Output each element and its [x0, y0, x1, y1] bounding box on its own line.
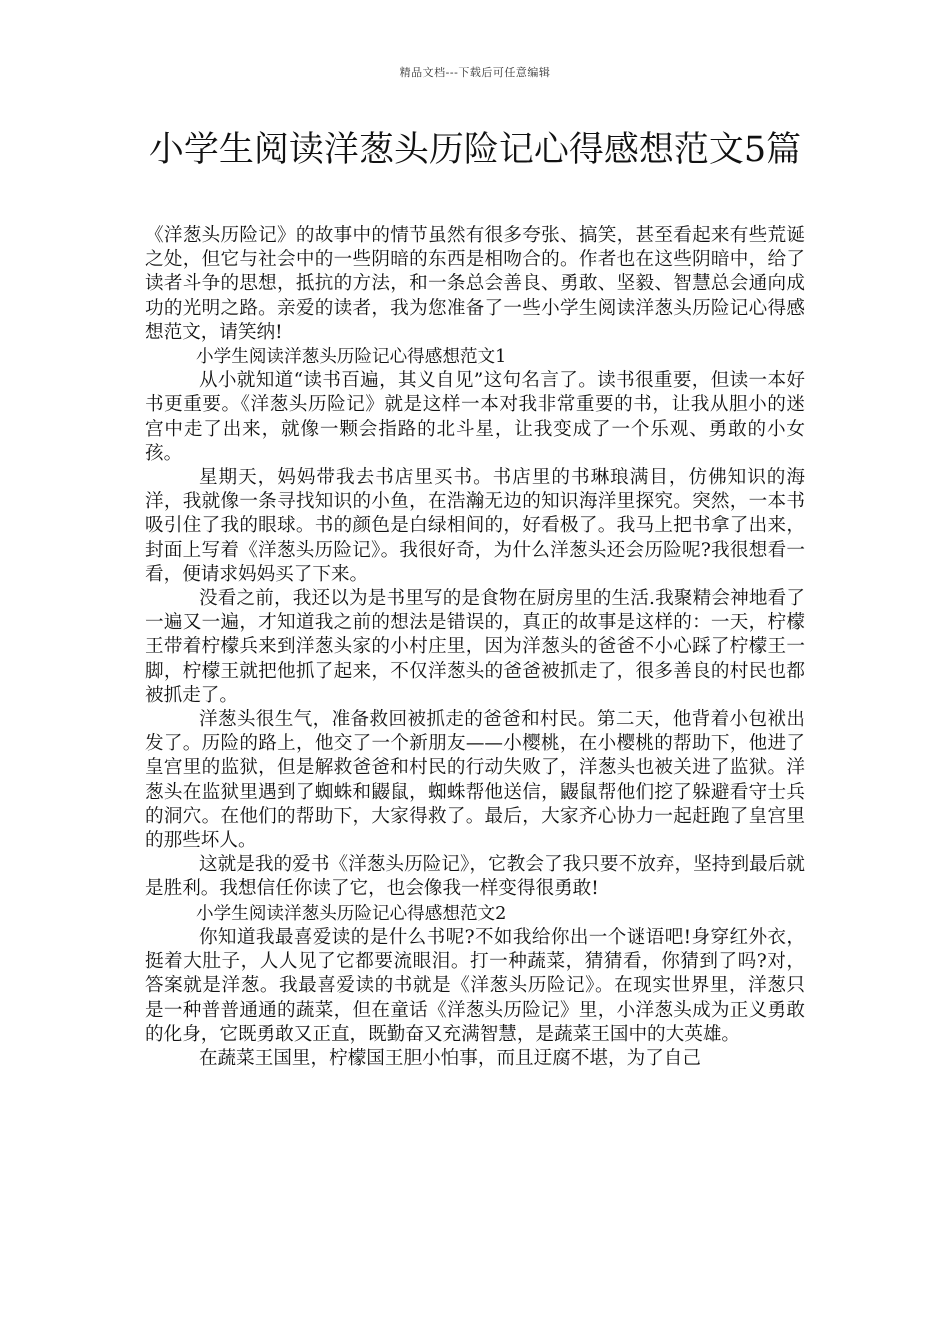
paragraph: 没看之前，我还以为是书里写的是食物在厨房里的生活.我聚精会神地看了一遍又一遍，才知道我之前的想法是错误的，真正的故事是这样的：一天，柠檬王带着柠檬兵来到洋葱头家的小村庄里，因为洋葱头的爸爸不小心踩了柠檬王一脚，柠檬王就把他抓了起来，不仅洋葱头的爸爸被抓走了，很多善良的村民也都被抓走了。 [145, 588, 805, 706]
header-note: 精品文档---下载后可任意编辑 [399, 66, 551, 79]
section-heading-1: 小学生阅读洋葱头历险记心得感想范文1 [196, 347, 507, 368]
intro-paragraph: 《洋葱头历险记》的故事中的情节虽然有很多夸张、搞笑，甚至看起来有些荒诞之处，但它与社会中的一些阴暗的东西是相吻合的。作者也在这些阴暗中，给了读者斗争的思想，抵抗的方法，和一条总会善良、勇敢、坚毅、智慧总会通向成功的光明之路。亲爱的读者，我为您准备了一些小学生阅读洋葱头历险记心得感想范文，请笑纳! [145, 225, 805, 343]
paragraph: 从小就知道“读书百遍，其义自见”这句名言了。读书很重要，但读一本好书更重要。《洋葱头历险记》就是这样一本对我非常重要的书，让我从胆小的迷宫中走了出来，就像一颗会指路的北斗星，让我变成了一个乐观、勇敢的小女孩。 [145, 370, 805, 464]
paragraph: 在蔬菜王国里，柠檬国王胆小怕事，而且迂腐不堪，为了自己 [198, 1047, 701, 1069]
paragraph: 洋葱头很生气，准备救回被抓走的爸爸和村民。第二天，他背着小包袱出发了。历险的路上，他交了一个新朋友——小樱桃，在小樱桃的帮助下，他进了皇宫里的监狱，但是解救爸爸和村民的行动失败了，洋葱头也被关进了监狱。洋葱头在监狱里遇到了蜘蛛和鼹鼠，蜘蛛帮他送信，鼹鼠帮他们挖了躲避看守士兵的洞穴。在他们的帮助下，大家得救了。最后，大家齐心协力一起赶跑了皇宫里的那些坏人。 [145, 709, 805, 852]
section-heading-2: 小学生阅读洋葱头历险记心得感想范文2 [196, 903, 507, 924]
paragraph: 星期天，妈妈带我去书店里买书。书店里的书琳琅满目，仿佛知识的海洋，我就像一条寻找知识的小鱼，在浩瀚无边的知识海洋里探究。突然，一本书吸引住了我的眼球。书的颜色是白绿相间的，好看极了。我马上把书拿了出来，封面上写着《洋葱头历险记》。我很好奇，为什么洋葱头还会历险呢?我很想看一看，便请求妈妈买了下来。 [145, 467, 805, 585]
paragraph: 你知道我最喜爱读的是什么书呢?不如我给你出一个谜语吧!身穿红外衣，挺着大肚子，人人见了它都要流眼泪。打一种蔬菜，猜猜看，你猜到了吗?对，答案就是洋葱。我最喜爱读的书就是《洋葱头历险记》。在现实世界里，洋葱只是一种普普通通的蔬菜，但在童话《洋葱头历险记》里，小洋葱头成为正义勇敢的化身，它既勇敢又正直，既勤奋又充满智慧，是蔬菜王国中的大英雄。 [145, 926, 805, 1045]
paragraph: 这就是我的爱书《洋葱头历险记》，它教会了我只要不放弃，坚持到最后就是胜利。我想信任你读了它，也会像我一样变得很勇敢! [145, 854, 805, 900]
document-body [145, 224, 805, 1071]
document-title: 小学生阅读洋葱头历险记心得感想范文5篇 [148, 130, 802, 170]
